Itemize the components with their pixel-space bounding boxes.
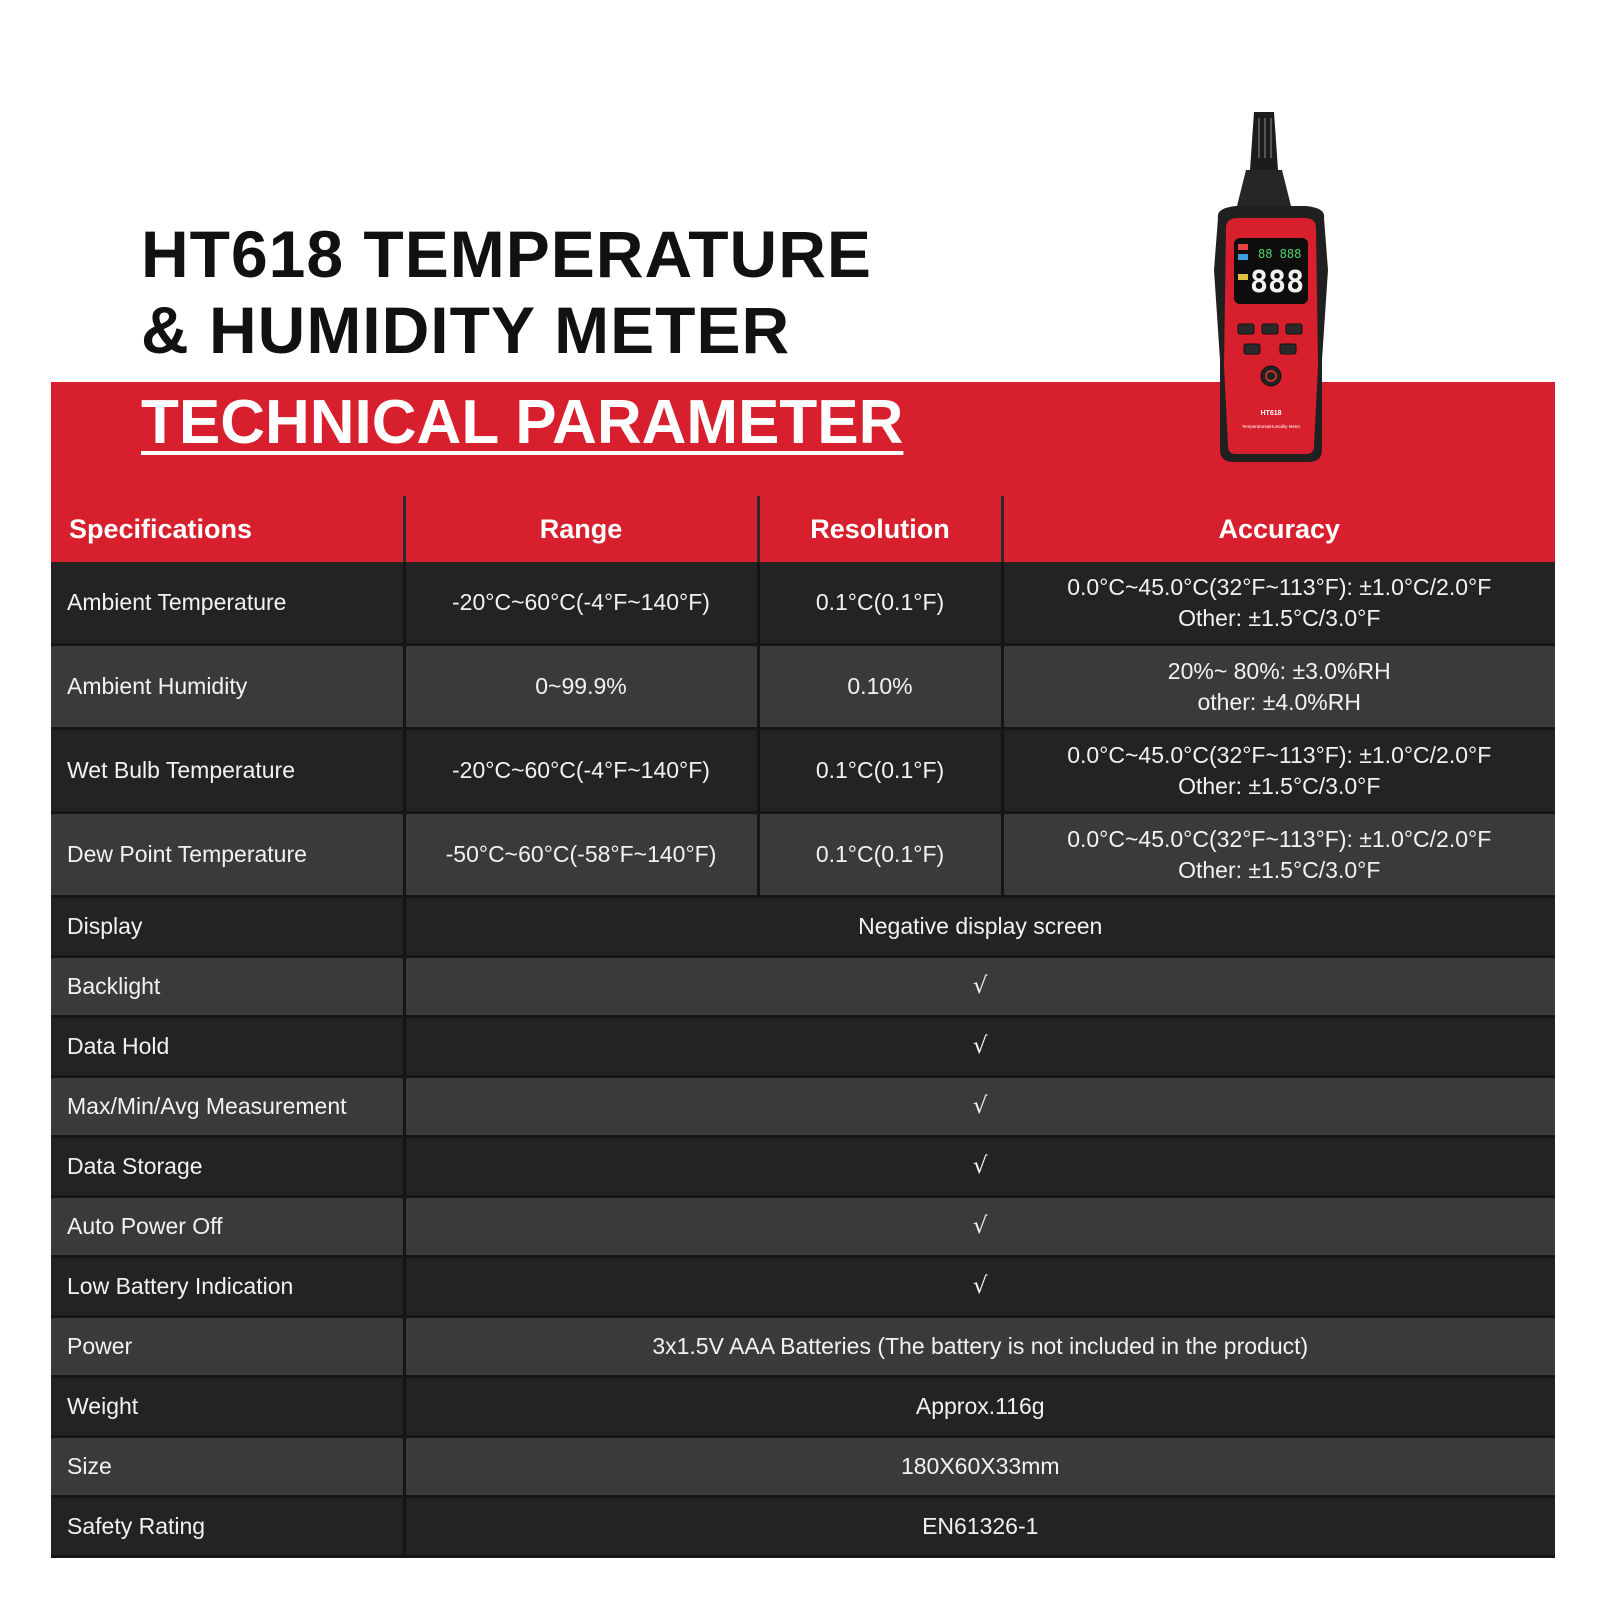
table-row bbox=[51, 1017, 1555, 1077]
resolution-value: 0.1°C(0.1°F) bbox=[758, 562, 1002, 645]
spec-label: Auto Power Off bbox=[51, 1197, 404, 1257]
range-value: 0~99.9% bbox=[404, 645, 758, 729]
section-subtitle: TECHNICAL PARAMETER bbox=[141, 388, 904, 457]
spec-label: Ambient Humidity bbox=[51, 645, 404, 729]
device-caption: Temperature&Humidity Meter bbox=[1241, 424, 1301, 429]
power-button-icon bbox=[1261, 366, 1281, 386]
resolution-value: 0.1°C(0.1°F) bbox=[758, 729, 1002, 813]
product-title-line-2: & HUMIDITY METER bbox=[141, 293, 791, 367]
table-row bbox=[51, 1197, 1555, 1257]
table-header-row bbox=[51, 496, 1555, 562]
header-resolution: Resolution bbox=[758, 496, 1002, 562]
spec-label: Wet Bulb Temperature bbox=[51, 729, 404, 813]
range-value: -20°C~60°C(-4°F~140°F) bbox=[404, 729, 758, 813]
checkmark-icon: √ bbox=[404, 1077, 1555, 1137]
range-value: -20°C~60°C(-4°F~140°F) bbox=[404, 562, 758, 645]
table-row bbox=[51, 1317, 1555, 1377]
spec-label: Backlight bbox=[51, 957, 404, 1017]
feature-value: 3x1.5V AAA Batteries (The battery is not included in the product) bbox=[404, 1317, 1555, 1377]
accuracy-line: 0.0°C~45.0°C(32°F~113°F): ±1.0°C/2.0°F bbox=[1067, 573, 1492, 600]
table-row bbox=[51, 1137, 1555, 1197]
device-model-label: HT618 bbox=[1260, 410, 1282, 417]
spec-label: Power bbox=[51, 1317, 404, 1377]
spec-label: Weight bbox=[51, 1377, 404, 1437]
table-row bbox=[51, 645, 1555, 729]
accuracy-line: Other: ±1.5°C/3.0°F bbox=[1178, 604, 1381, 631]
header-range: Range bbox=[404, 496, 758, 562]
accuracy-line: Other: ±1.5°C/3.0°F bbox=[1178, 856, 1381, 883]
spec-label: Size bbox=[51, 1437, 404, 1497]
resolution-value: 0.1°C(0.1°F) bbox=[758, 813, 1002, 897]
table-row bbox=[51, 1257, 1555, 1317]
product-title-line-1: HT618 TEMPERATURE bbox=[141, 217, 872, 291]
spec-label: Dew Point Temperature bbox=[51, 813, 404, 897]
table-row bbox=[51, 1437, 1555, 1497]
spec-label: Data Storage bbox=[51, 1137, 404, 1197]
feature-value: Negative display screen bbox=[404, 897, 1555, 957]
feature-value: Approx.116g bbox=[404, 1377, 1555, 1437]
header-accuracy: Accuracy bbox=[1002, 496, 1555, 562]
table-row bbox=[51, 562, 1555, 645]
accuracy-line: 0.0°C~45.0°C(32°F~113°F): ±1.0°C/2.0°F bbox=[1067, 741, 1492, 768]
checkmark-icon: √ bbox=[404, 957, 1555, 1017]
checkmark-icon: √ bbox=[404, 1257, 1555, 1317]
table-row bbox=[51, 1377, 1555, 1437]
table-row bbox=[51, 897, 1555, 957]
spec-label: Max/Min/Avg Measurement bbox=[51, 1077, 404, 1137]
feature-value: 180X60X33mm bbox=[404, 1437, 1555, 1497]
checkmark-icon: √ bbox=[404, 1017, 1555, 1077]
accuracy-value bbox=[1002, 562, 1555, 645]
accuracy-line: Other: ±1.5°C/3.0°F bbox=[1178, 772, 1381, 799]
table-row bbox=[51, 1077, 1555, 1137]
accuracy-value bbox=[1002, 729, 1555, 813]
probe-neck bbox=[1236, 170, 1292, 210]
spec-label: Data Hold bbox=[51, 1017, 404, 1077]
accuracy-value bbox=[1002, 645, 1555, 729]
checkmark-icon: √ bbox=[404, 1197, 1555, 1257]
header-specifications: Specifications bbox=[51, 496, 404, 562]
resolution-value: 0.10% bbox=[758, 645, 1002, 729]
accuracy-line: 20%~ 80%: ±3.0%RH bbox=[1167, 657, 1391, 684]
accuracy-value bbox=[1002, 813, 1555, 897]
spec-label: Ambient Temperature bbox=[51, 562, 404, 645]
product-title bbox=[141, 216, 872, 368]
checkmark-icon: √ bbox=[404, 1137, 1555, 1197]
spec-label: Display bbox=[51, 897, 404, 957]
meter-device-image bbox=[1196, 110, 1346, 470]
range-value: -50°C~60°C(-58°F~140°F) bbox=[404, 813, 758, 897]
table-row bbox=[51, 813, 1555, 897]
table-row bbox=[51, 1497, 1555, 1557]
table-row bbox=[51, 729, 1555, 813]
feature-value: EN61326-1 bbox=[404, 1497, 1555, 1557]
table-row bbox=[51, 957, 1555, 1017]
screen-top-digits: 88 888 bbox=[1258, 247, 1302, 261]
spec-label: Low Battery Indication bbox=[51, 1257, 404, 1317]
accuracy-line: other: ±4.0%RH bbox=[1197, 688, 1361, 715]
accuracy-line: 0.0°C~45.0°C(32°F~113°F): ±1.0°C/2.0°F bbox=[1067, 825, 1492, 852]
screen-main-digits: 888 bbox=[1250, 265, 1305, 300]
spec-table bbox=[51, 496, 1555, 1558]
spec-label: Safety Rating bbox=[51, 1497, 404, 1557]
